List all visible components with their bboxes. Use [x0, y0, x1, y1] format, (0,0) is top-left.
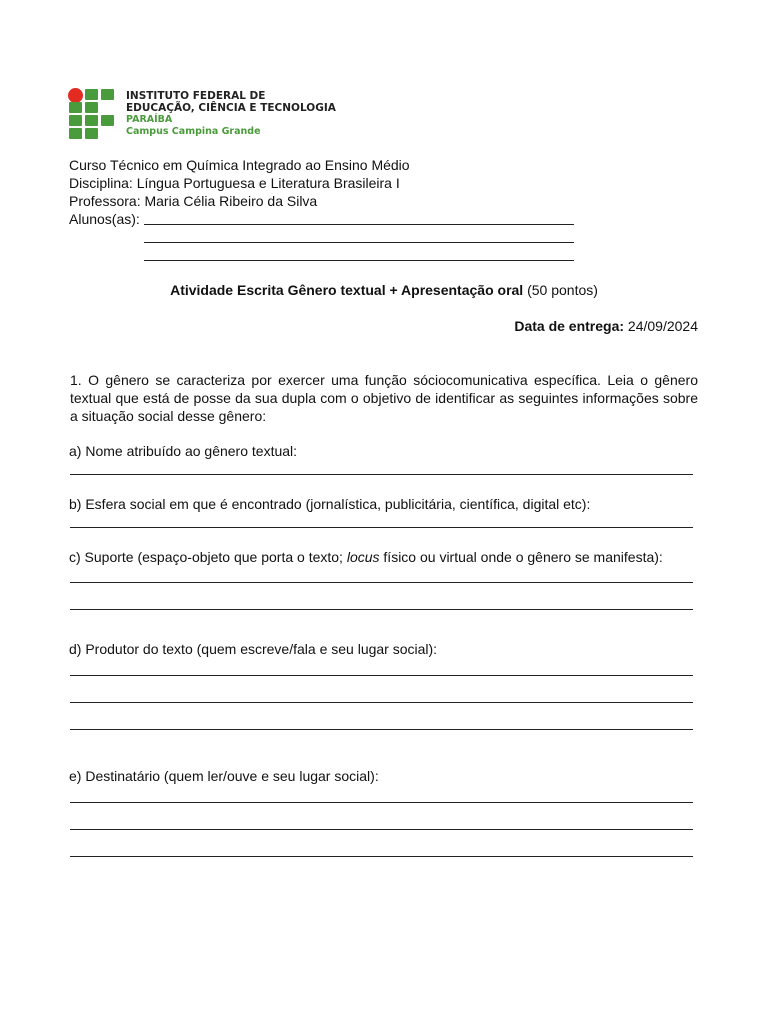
course-line: Curso Técnico em Química Integrado ao Ensino Médio [69, 157, 410, 173]
due-date-value: 24/09/2024 [627, 318, 698, 334]
item-b-label: b) Esfera social em que é encontrado (jornalística, publicitária, científica, digital etc): [69, 496, 591, 512]
item-c-text-before: c) Suporte (espaço-objeto que porta o texto; [69, 549, 347, 565]
item-c-label [69, 548, 663, 566]
logo-line-3: PARAÍBA [126, 114, 173, 125]
students-blank-3[interactable] [144, 260, 574, 261]
item-d-answer-line-2[interactable] [70, 702, 693, 703]
item-c-text-after: físico ou virtual onde o gênero se manifesta): [379, 549, 663, 565]
due-date-line [514, 317, 698, 335]
item-a-answer-line[interactable] [70, 474, 693, 475]
students-blank-2[interactable] [144, 242, 574, 243]
item-e-answer-line-3[interactable] [70, 856, 693, 857]
item-c-italic: locus [346, 549, 380, 565]
item-b-answer-line[interactable] [70, 527, 693, 528]
students-blank-1[interactable] [144, 224, 574, 225]
logo-line-4: Campus Campina Grande [126, 125, 261, 137]
item-d-answer-line-3[interactable] [70, 729, 693, 730]
item-e-label: e) Destinatário (quem ler/ouve e seu lugar social): [69, 768, 379, 784]
students-label: Alunos(as): [69, 211, 140, 227]
logo-grid-icon [68, 88, 116, 140]
item-d-label: d) Produtor do texto (quem escreve/fala e seu lugar social): [69, 641, 438, 657]
item-e-answer-line-1[interactable] [70, 802, 693, 803]
activity-title-bold: Atividade Escrita Gênero textual + Apresentação oral [170, 282, 524, 298]
logo-line-1: INSTITUTO FEDERAL DE [126, 90, 266, 102]
teacher-line: Professora: Maria Célia Ribeiro da Silva [69, 193, 318, 209]
item-d-answer-line-1[interactable] [70, 675, 693, 676]
due-date-label: Data de entrega: [514, 318, 625, 334]
item-e-answer-line-2[interactable] [70, 829, 693, 830]
logo-wordmark [126, 91, 336, 137]
activity-title [0, 282, 768, 298]
discipline-line: Disciplina: Língua Portuguesa e Literatura Brasileira I [69, 175, 400, 191]
item-a-label: a) Nome atribuído ao gênero textual: [69, 443, 298, 459]
logo-line-2: EDUCAÇÃO, CIÊNCIA E TECNOLOGIA [126, 101, 336, 114]
item-c-answer-line-2[interactable] [70, 609, 693, 610]
item-c-answer-line-1[interactable] [70, 582, 693, 583]
activity-points: (50 pontos) [527, 282, 598, 298]
question-1-text: 1. O gênero se caracteriza por exercer uma função sóciocomunicativa específica. Leia o gênero textual que está de posse da sua dupla com o objetivo de identificar as seguintes informações sobre a situação social desse gênero: [70, 372, 698, 424]
